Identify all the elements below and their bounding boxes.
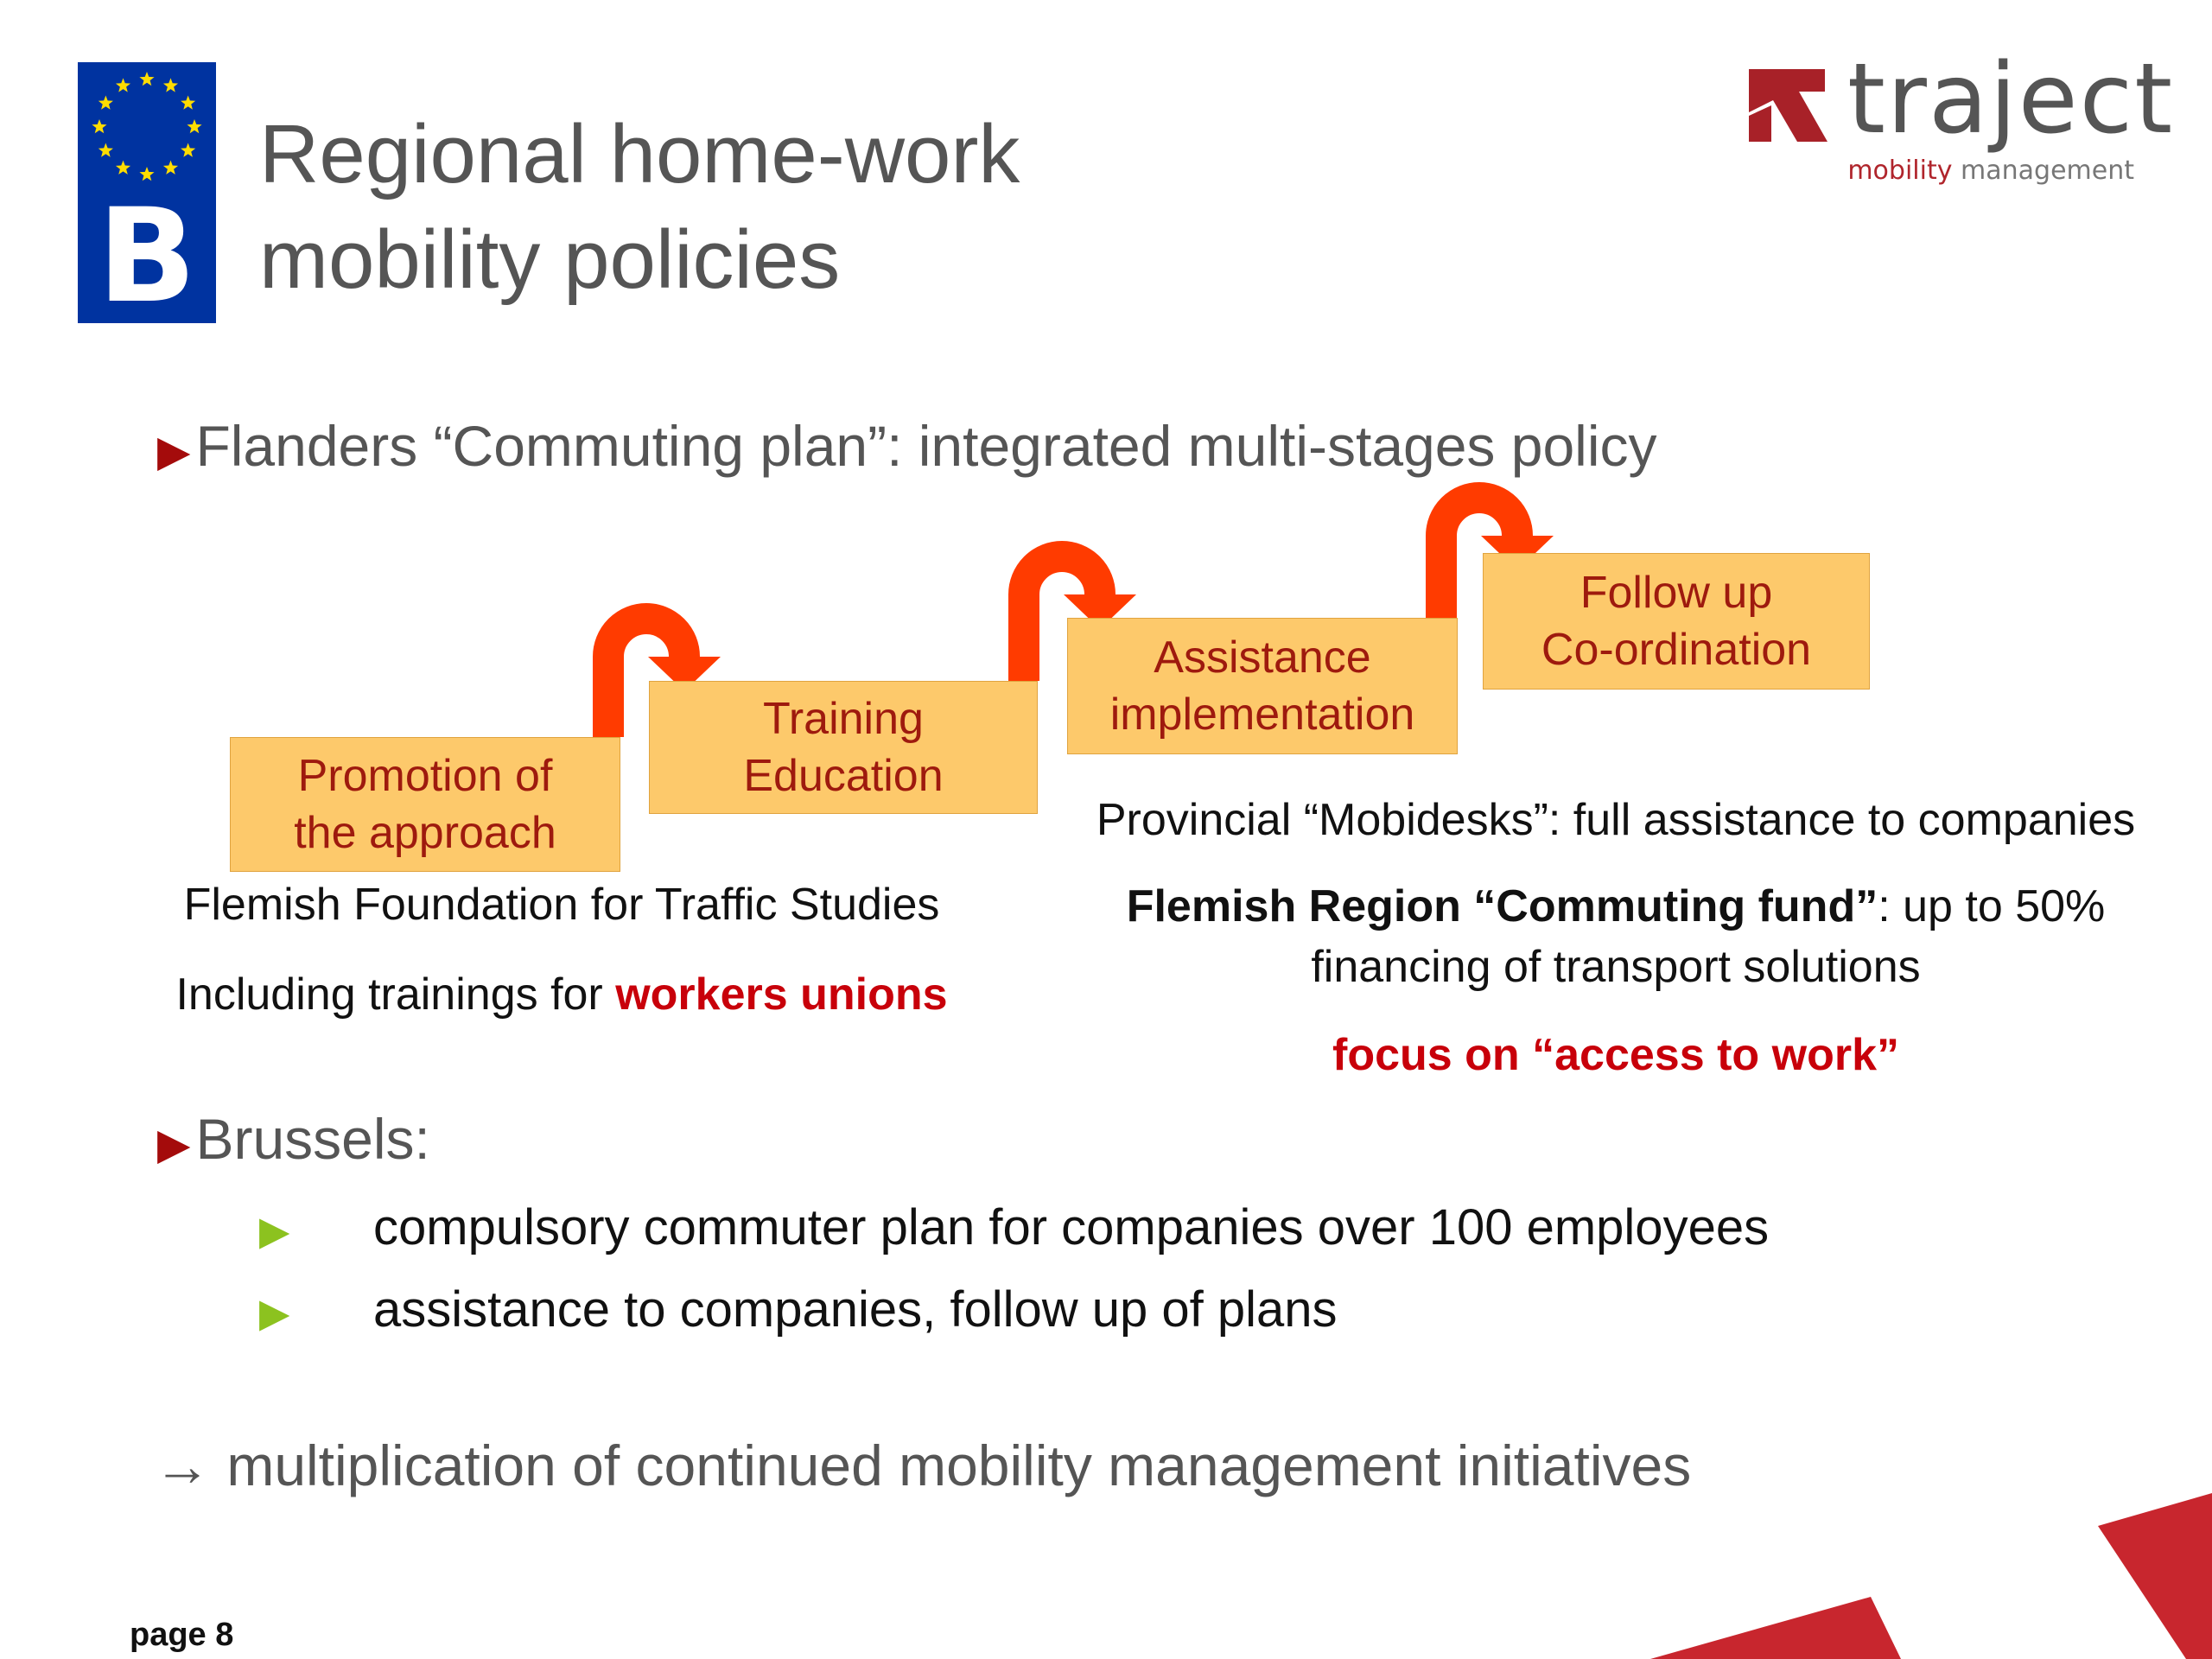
note-fund-bold: Flemish Region “Commuting fund”	[1126, 881, 1878, 931]
step-training: Training Education	[649, 681, 1038, 814]
note-unions-highlight: workers unions	[615, 969, 948, 1020]
traject-logo-mark-icon	[1745, 66, 1840, 161]
eu-star-icon	[163, 78, 178, 92]
eu-star-icon	[187, 119, 201, 133]
brussels-bullet	[157, 1106, 430, 1172]
note-fund-rest: : up to 50%	[1878, 881, 2106, 931]
note-focus: focus on “access to work”	[1332, 1030, 1899, 1080]
note-mobidesks: Provincial “Mobidesks”: full assistance to companies	[1096, 795, 2136, 845]
flanders-bullet	[157, 413, 1657, 479]
eu-star-icon	[99, 143, 113, 157]
green-triangle-bullet-icon: ▶	[259, 1290, 290, 1335]
step-follow-up: Follow up Co-ordination	[1483, 553, 1870, 690]
list-item	[259, 1270, 1769, 1352]
country-letter: B	[97, 181, 197, 332]
list-item-text: compulsory commuter plan for companies over 100 employees	[373, 1199, 1770, 1255]
red-triangle-bullet-icon: ▶	[157, 427, 191, 475]
eu-star-icon	[92, 119, 106, 133]
brussels-text: Brussels:	[195, 1107, 430, 1171]
corner-stripe-2	[2098, 1493, 2212, 1659]
note-fund-line2: financing of transport solutions	[1311, 942, 1921, 992]
eu-country-badge	[78, 62, 216, 332]
logo-tagline-rest: management	[1961, 156, 2134, 186]
logo-tagline	[1847, 156, 2134, 187]
step-promotion: Promotion of the approach	[230, 737, 620, 872]
eu-star-icon	[163, 161, 178, 175]
red-triangle-bullet-icon: ▶	[157, 1120, 191, 1168]
step-assistance: Assistance implementation	[1067, 618, 1458, 754]
list-item	[259, 1188, 1769, 1270]
corner-stripe-1	[1650, 1597, 1901, 1659]
eu-star-icon	[99, 96, 113, 110]
green-triangle-bullet-icon: ▶	[259, 1208, 290, 1253]
eu-star-icon	[181, 143, 195, 157]
flanders-text: Flanders “Commuting plan”: integrated multi-stages policy	[195, 414, 1657, 478]
page-title: Regional home-work mobility policies	[259, 108, 1020, 306]
eu-stars-icon	[78, 62, 216, 192]
eu-star-icon	[139, 167, 154, 181]
note-unions	[130, 966, 994, 1023]
logo-tagline-highlight: mobility	[1847, 156, 1953, 186]
page-number: page 8	[130, 1617, 234, 1653]
eu-star-icon	[139, 72, 154, 86]
list-item-text: assistance to companies, follow up of plans	[373, 1281, 1338, 1338]
note-commuting-fund	[1046, 876, 2186, 997]
conclusion-text: → multiplication of continued mobility management initiatives	[154, 1433, 1692, 1497]
eu-star-icon	[116, 78, 130, 92]
brussels-sub-list	[259, 1188, 1769, 1352]
note-foundation: Flemish Foundation for Traffic Studies	[183, 880, 940, 930]
eu-star-icon	[116, 161, 130, 175]
traject-logo	[1745, 43, 2175, 200]
logo-wordmark: traject	[1847, 43, 2175, 156]
note-unions-prefix: Including trainings for	[175, 969, 616, 1020]
eu-star-icon	[181, 96, 195, 110]
